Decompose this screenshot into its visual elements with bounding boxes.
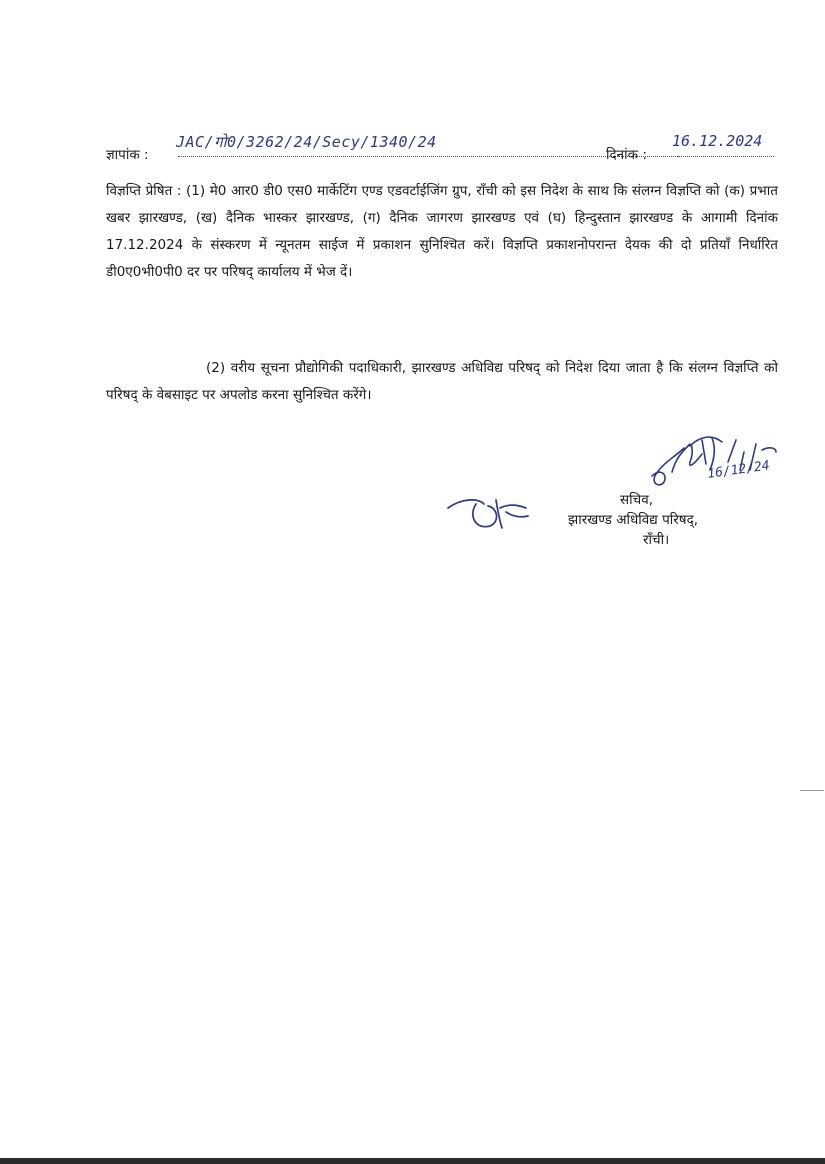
reference-label: ज्ञापांक : xyxy=(106,147,149,163)
signatory-city: राँची। xyxy=(643,532,670,548)
date-label: दिनांक : xyxy=(606,147,647,163)
signature-date-handwritten: 16/12/24 xyxy=(706,458,771,482)
signatory-organization: झारखण्ड अधिविद्य परिषद्, xyxy=(568,512,699,528)
paragraph-1: विज्ञप्ति प्रेषित : (1) मे0 आर0 डी0 एस0 मार्केटिंग एण्ड एडवर्टाईजिंग ग्रुप, राँची को इस निदेश के साथ कि संलग्न विज्ञप्ति को (क) प्रभात खबर झारखण्ड, (ख) दैनिक भास्कर झारखण्ड, (ग) दैनिक जागरण झारखण्ड एवं (घ) हिन्दुस्तान झारखण्ड के आगामी दिनांक 17.12.2024 के संस्करण में न्यूनतम साईज में प्रकाशन सुनिश्चित करें। विज्ञप्ति प्रकाशनोपरान्त देयक की दो प्रतियाँ निर्धारित डी0ए0भी0पी0 दर पर परिषद् कार्यालय में भेज दें। xyxy=(106,183,778,280)
signatory-title: सचिव, xyxy=(620,492,653,508)
scan-bottom-border xyxy=(0,1158,825,1164)
edge-mark xyxy=(800,790,824,791)
initial-signature xyxy=(448,500,528,528)
secretary-signature xyxy=(652,437,776,485)
reference-number-handwritten: JAC/गो0/3262/24/Secy/1340/24 xyxy=(176,133,437,151)
date-handwritten: 16.12.2024 xyxy=(672,132,763,150)
paragraph-2: (2) वरीय सूचना प्रौद्योगिकी पदाधिकारी, झारखण्ड अधिविद्य परिषद् को निदेश दिया जाता है कि संलग्न विज्ञप्ति को परिषद् के वेबसाइट पर अपलोड करना सुनिश्चित करेंगे। xyxy=(106,360,778,403)
reference-line xyxy=(106,132,806,162)
